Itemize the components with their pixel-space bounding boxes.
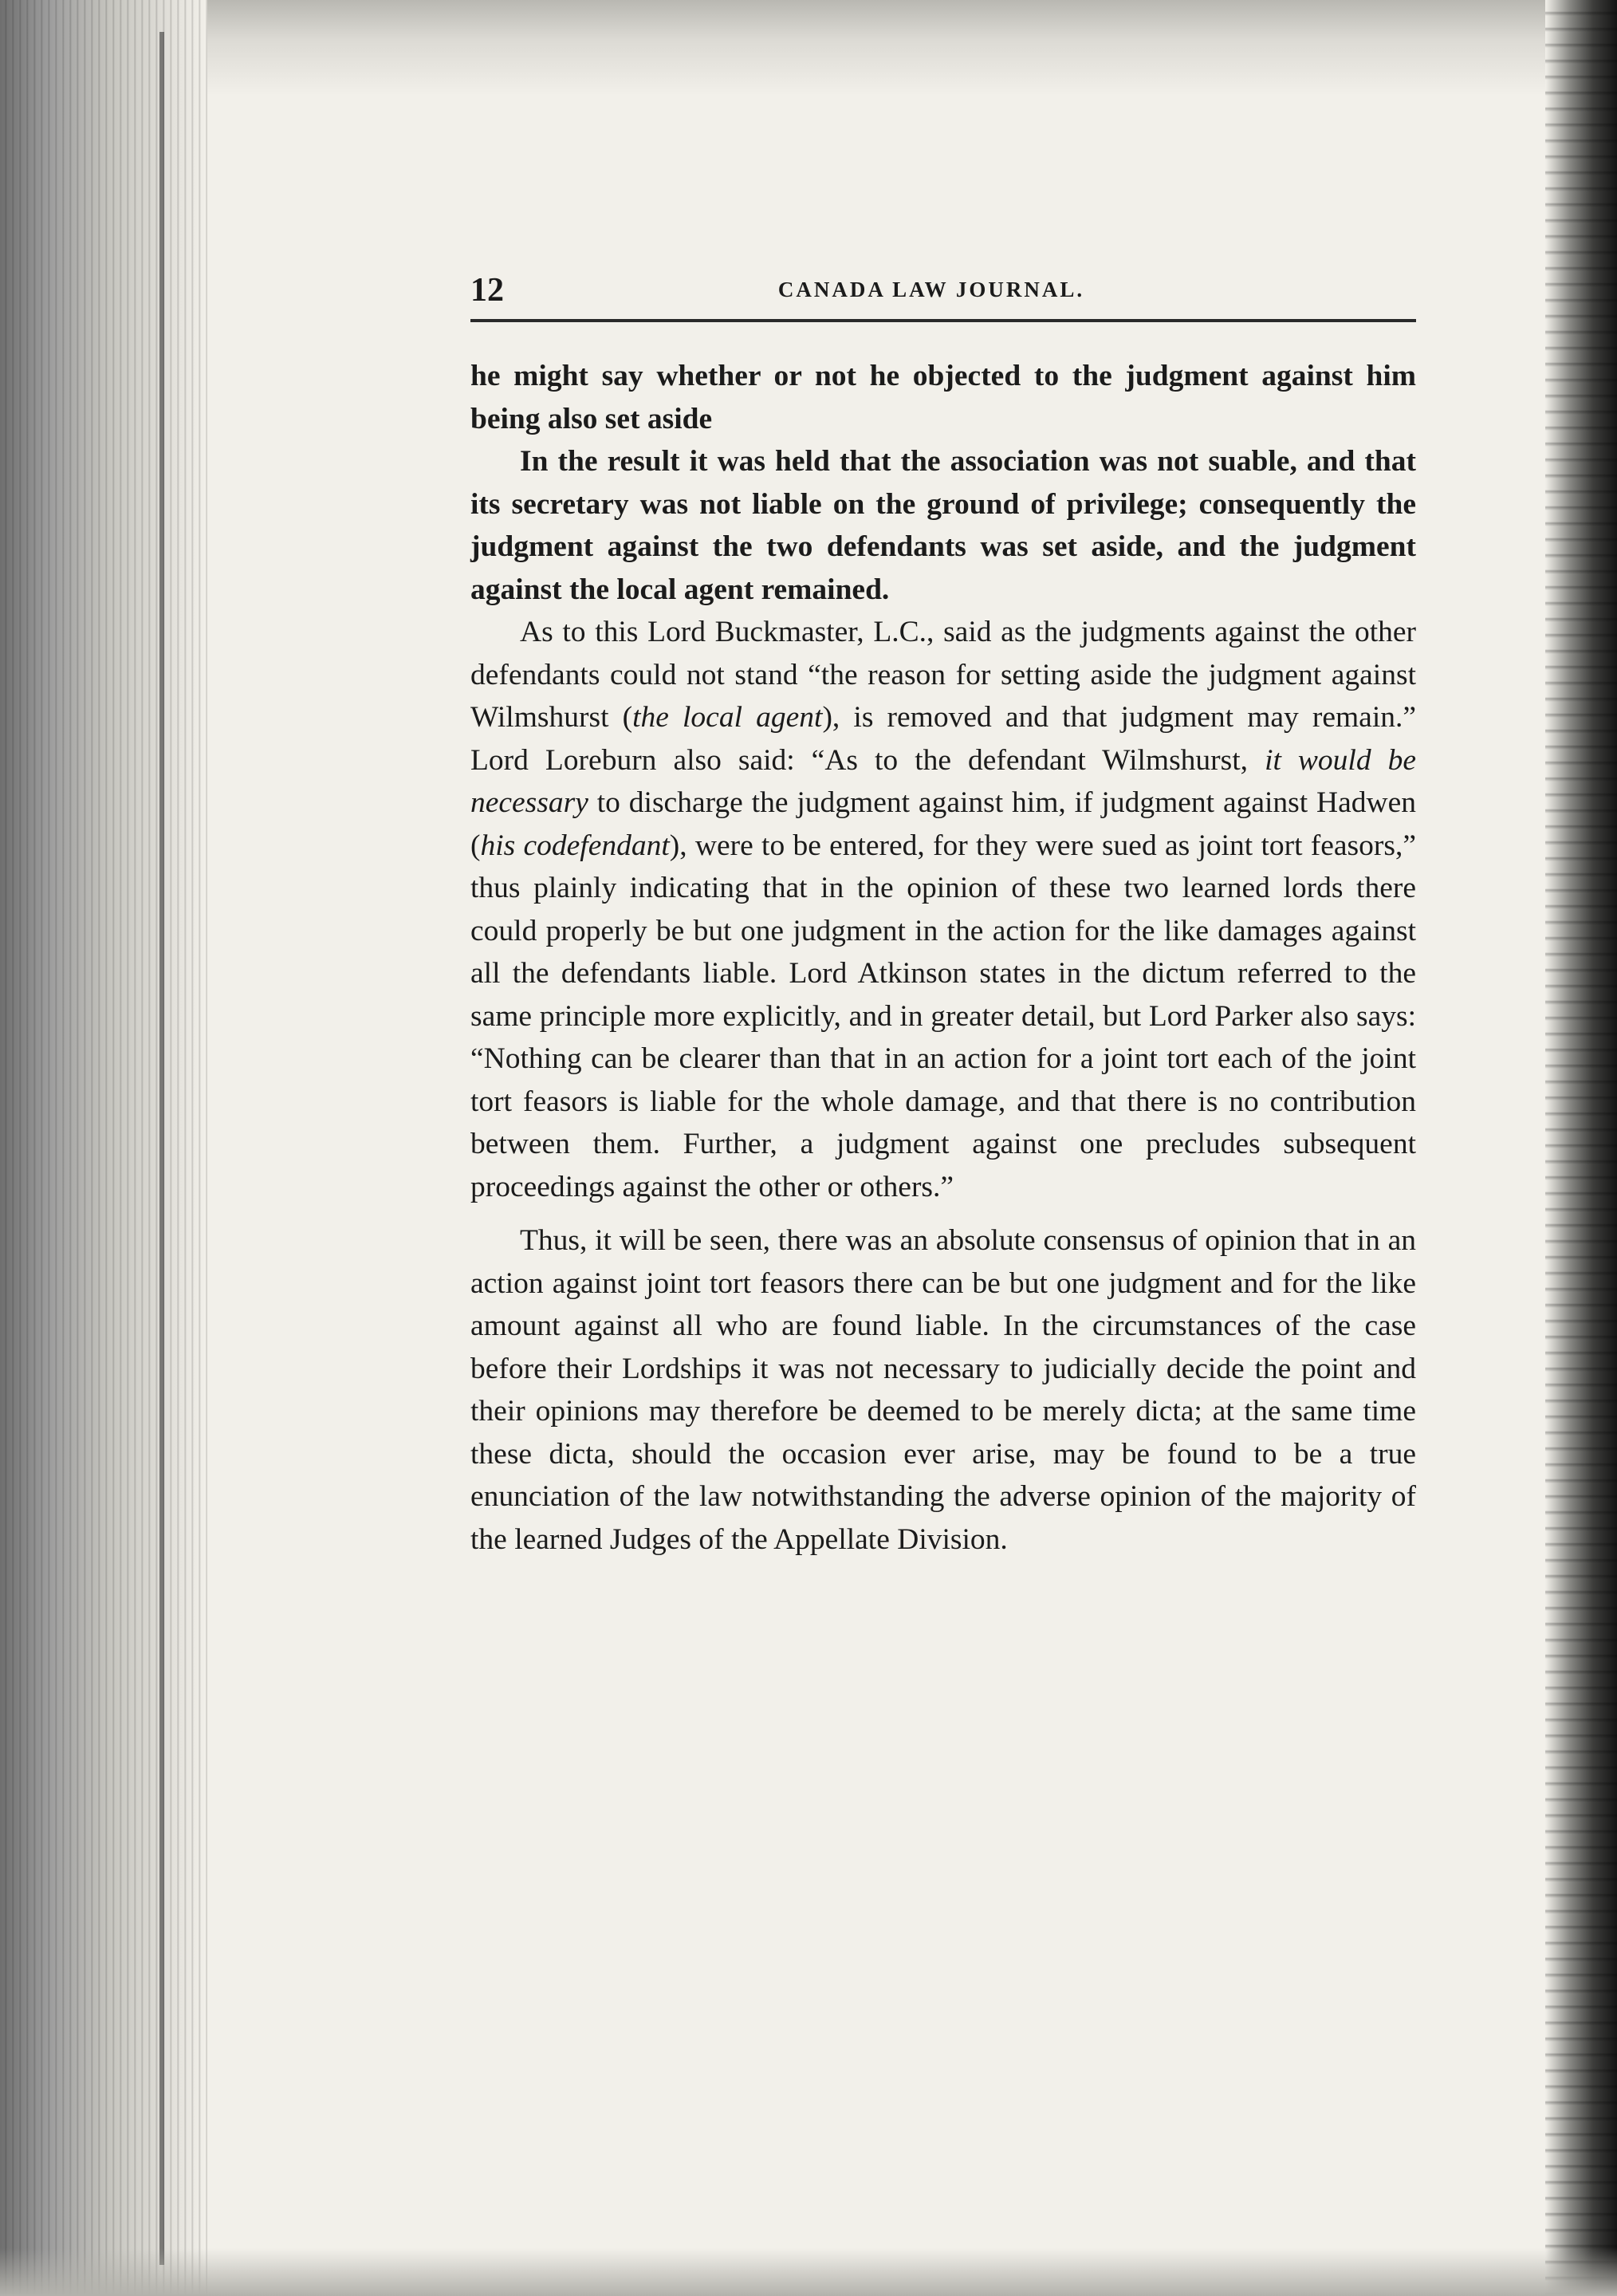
scan-top-edge xyxy=(0,0,1617,96)
journal-page xyxy=(447,263,1417,1556)
article-body xyxy=(470,355,1416,1561)
page-number: 12 xyxy=(470,272,504,309)
scan-binding-line xyxy=(159,32,164,2265)
paragraph-result: In the result it was held that the association was not suable, and that its secretary was not liable on the ground of privilege; consequently the judgment against the two defendants was set aside, and the judgment against the local agent remained. xyxy=(470,445,1416,606)
italic-run: it would be necessary xyxy=(470,743,1416,819)
italic-run: his codefendant xyxy=(480,829,670,862)
running-head xyxy=(447,263,1416,319)
text-run: ), is removed and that judgment may remain.” Lord Loreburn also said: “As to the defendant Wilmshurst, xyxy=(470,701,1417,777)
scan-edge-right xyxy=(1545,0,1617,2296)
italic-run: the local agent xyxy=(632,701,823,734)
text-run: As to this Lord Buckmaster, L.C., said as the judgments against the other defendants could not stand “the reason for setting aside the judgment against Wilmshurst ( xyxy=(470,616,1416,734)
text-run: to discharge the judgment against him, if judgment against Hadwen ( xyxy=(470,786,1416,862)
paragraph-conclusion: Thus, it will be seen, there was an absolute consensus of opinion that in an action against joint tort feasors there can be but one judgment and for the like amount against all who are found liable. In the circumstances of the case before their Lordships it was not necessary to judicially decide the point and their opinions may therefore be deemed to be merely dicta; at the same time these dicta, should the occasion ever arise, may be found to be a true enunciation of the law notwithstanding the adverse opinion of the majority of the learned Judges of the Appellate Division. xyxy=(470,1224,1416,1556)
scan-gutter-left xyxy=(0,0,207,2296)
scan-bottom-edge xyxy=(0,2248,1617,2296)
journal-title: CANADA LAW JOURNAL. xyxy=(777,278,1085,301)
text-run: ), were to be entered, for they were sued as joint tort feasors,” thus plainly indicating that in the opinion of these two learned lords there could properly be but one judgment in the action for the like damages against all the defendants liable. Lord Atkinson states in the dictum referred to the same principle more explicitly, and in greater detail, but Lord Parker also says: “Nothing can be clearer than that in an action for a joint tort each of the joint tort feasors is liable for the whole damage, and that there is no contribution between them. Further, a judgment against one precludes subsequent proceedings against the other or others.” xyxy=(470,829,1416,1203)
header-rule xyxy=(470,319,1416,322)
paragraph-lords-opinions xyxy=(470,611,1416,1208)
paragraph-continuation: he might say whether or not he objected to the judgment against him being also set aside xyxy=(470,360,1416,435)
